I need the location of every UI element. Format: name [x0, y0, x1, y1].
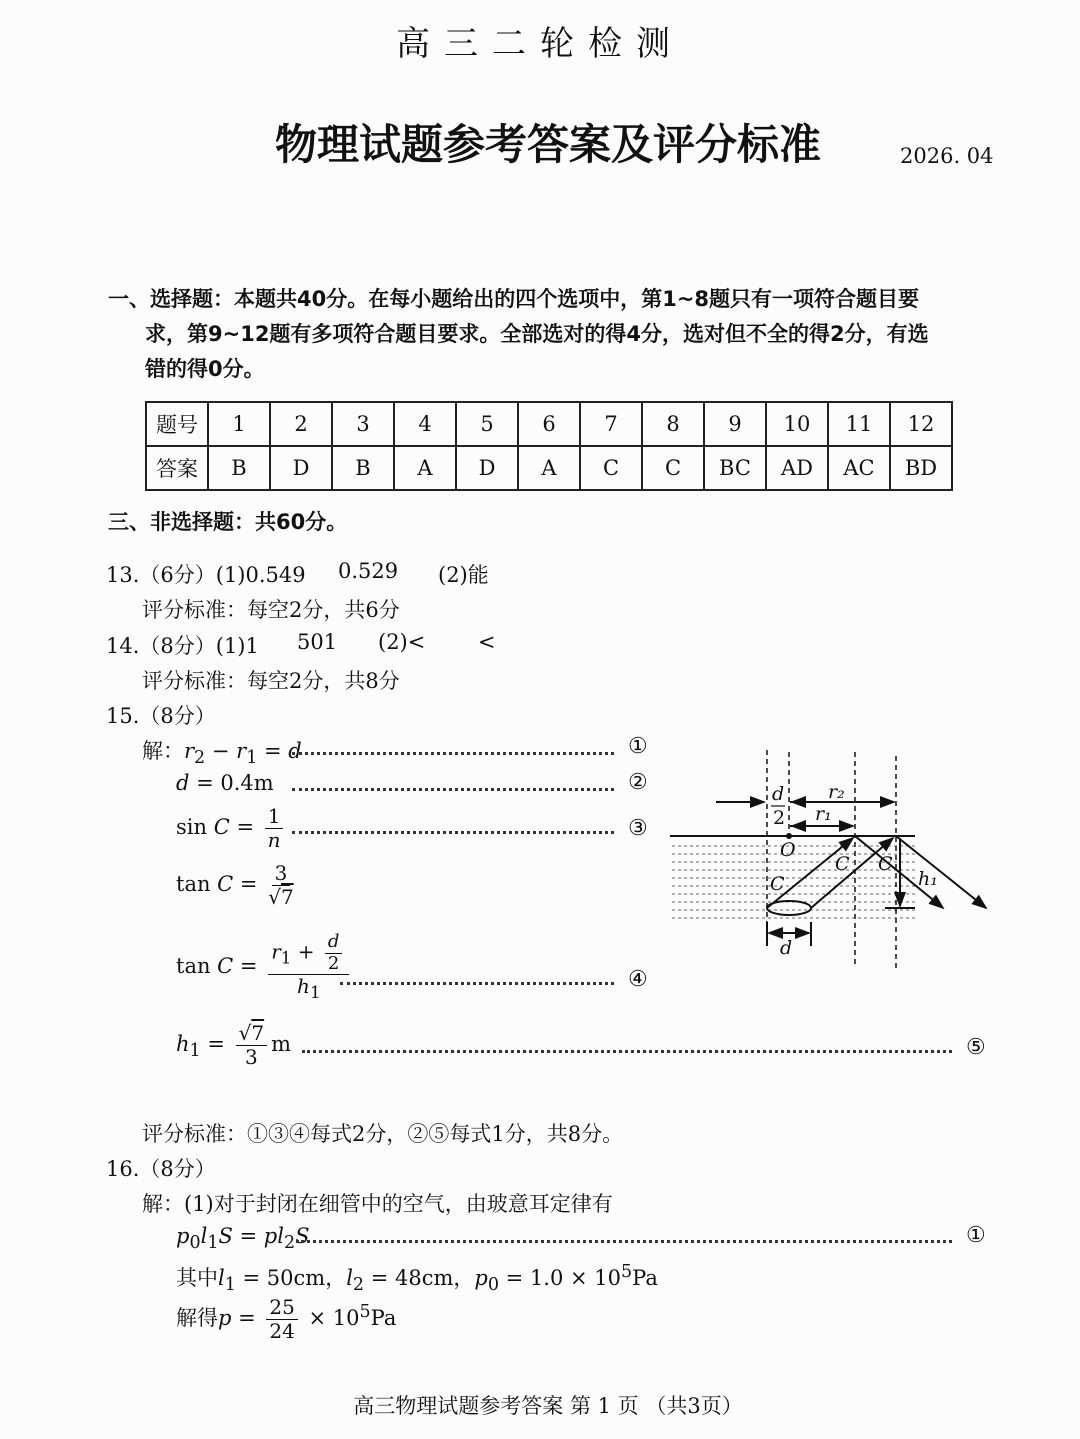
label-d: d	[780, 937, 793, 959]
question-number: 9	[704, 402, 766, 446]
q16-head: 16.（8分）	[106, 1157, 216, 1181]
q15-eq3: sin C = $\frac{1}{n}$	[176, 805, 287, 852]
page-footer: 高三物理试题参考答案 第 1 页 （共3页）	[353, 1394, 743, 1418]
answer-cell: D	[456, 446, 518, 490]
q14-head: 14.（8分）(1)1	[106, 634, 259, 658]
eq-mark: ②	[628, 770, 648, 795]
label-C: C	[770, 873, 785, 895]
q14-grading: 评分标准：每空2分，共8分	[142, 669, 400, 693]
label-r1: r₁	[815, 803, 832, 825]
eq-mark: ③	[628, 816, 648, 841]
leader-dots	[340, 982, 614, 985]
row-label: 答案	[146, 446, 208, 490]
q15-head: 15.（8分）	[106, 704, 216, 728]
answer-cell: A	[518, 446, 580, 490]
q15-eq4: tan C = $r_1$ + $\frac{d}{2}$ $h_1$	[176, 932, 353, 1003]
label-2: 2	[773, 807, 786, 829]
answer-cell: A	[394, 446, 456, 490]
answer-cell: D	[270, 446, 332, 490]
answer-cell: BD	[890, 446, 952, 490]
section1-line2: 求，第9~12题有多项符合题目要求。全部选对的得4分，选对但不全的得2分，有选	[145, 322, 929, 346]
eq-mark: ⑤	[966, 1035, 986, 1060]
leader-dots	[302, 1050, 952, 1053]
question-number: 7	[580, 402, 642, 446]
solve-prefix: 解得	[176, 1306, 218, 1330]
question-number: 3	[332, 402, 394, 446]
q16-eq1: $p_0l_1S = pl_2S$	[176, 1224, 310, 1254]
q14-answer3: (2)<	[378, 630, 426, 654]
q13-answer3: (2)能	[438, 563, 489, 587]
given-prefix: 其中	[176, 1266, 218, 1290]
q15-eq1: 解：$r_2 - r_1 = d$	[142, 739, 302, 769]
answer-cell: BC	[704, 446, 766, 490]
refraction-diagram	[660, 740, 1000, 980]
eq-mark: ①	[966, 1223, 986, 1248]
exam-header: 高三二轮检测	[396, 24, 684, 64]
question-number: 11	[828, 402, 890, 446]
question-number: 12	[890, 402, 952, 446]
q16-solution-intro: 解：(1)对于封闭在细管中的空气，由玻意耳定律有	[142, 1192, 613, 1216]
q13-grading: 评分标准：每空2分，共6分	[142, 598, 400, 622]
answer-cell: B	[208, 446, 270, 490]
q14-answer4: <	[478, 630, 496, 654]
answer-cell: C	[580, 446, 642, 490]
label-h1: h₁	[918, 868, 938, 890]
leader-dots	[296, 1240, 952, 1243]
eq-mark: ①	[628, 734, 648, 759]
answer-cell: AD	[766, 446, 828, 490]
question-number: 6	[518, 402, 580, 446]
q14-answer2: 501	[297, 630, 338, 654]
answer-cell: AC	[828, 446, 890, 490]
section3-heading: 三、非选择题：共60分。	[108, 510, 348, 534]
q15-eq5: $h_1$ = $\frac{√7}{3}$ m	[176, 1021, 292, 1069]
answer-cell: C	[642, 446, 704, 490]
eq-mark: ④	[628, 967, 648, 992]
leader-dots	[292, 831, 614, 834]
question-number: 1	[208, 402, 270, 446]
question-number: 10	[766, 402, 828, 446]
section1-line3: 错的得0分。	[145, 357, 265, 381]
page-title: 物理试题参考答案及评分标准	[274, 120, 821, 169]
question-number: 2	[270, 402, 332, 446]
leader-dots	[292, 752, 614, 755]
solution-label: 解：	[142, 739, 184, 763]
q15-eq2: d = 0.4m	[176, 771, 274, 795]
q13-head: 13.（6分）(1)0.549	[106, 563, 306, 587]
label-C: C	[878, 853, 893, 875]
q16-result: 解得p = $\frac{25}{24}$ × $10^5Pa$	[176, 1295, 397, 1343]
q16-given: 其中$l_1 = 50cm$，$l_2 = 48cm$，$p_0 = 1.0 \times 10^5Pa$	[176, 1262, 658, 1296]
label-d: d	[772, 783, 785, 805]
q15-eq-tan: tan C = $\frac{3}{√7}$	[176, 861, 294, 909]
leader-dots	[292, 788, 614, 791]
q13-answer2: 0.529	[338, 559, 399, 583]
q15-grading: 评分标准：①③④每式2分，②⑤每式1分，共8分。	[142, 1122, 624, 1146]
label-r2: r₂	[828, 781, 845, 803]
label-C: C	[835, 853, 850, 875]
answer-table	[145, 401, 953, 491]
question-number: 8	[642, 402, 704, 446]
label-O: O	[780, 839, 796, 861]
date: 2026. 04	[900, 144, 994, 168]
section1-line1: 一、选择题：本题共40分。在每小题给出的四个选项中，第1~8题只有一项符合题目要	[108, 287, 920, 311]
row-label: 题号	[146, 402, 208, 446]
question-number: 4	[394, 402, 456, 446]
question-number: 5	[456, 402, 518, 446]
answer-cell: B	[332, 446, 394, 490]
